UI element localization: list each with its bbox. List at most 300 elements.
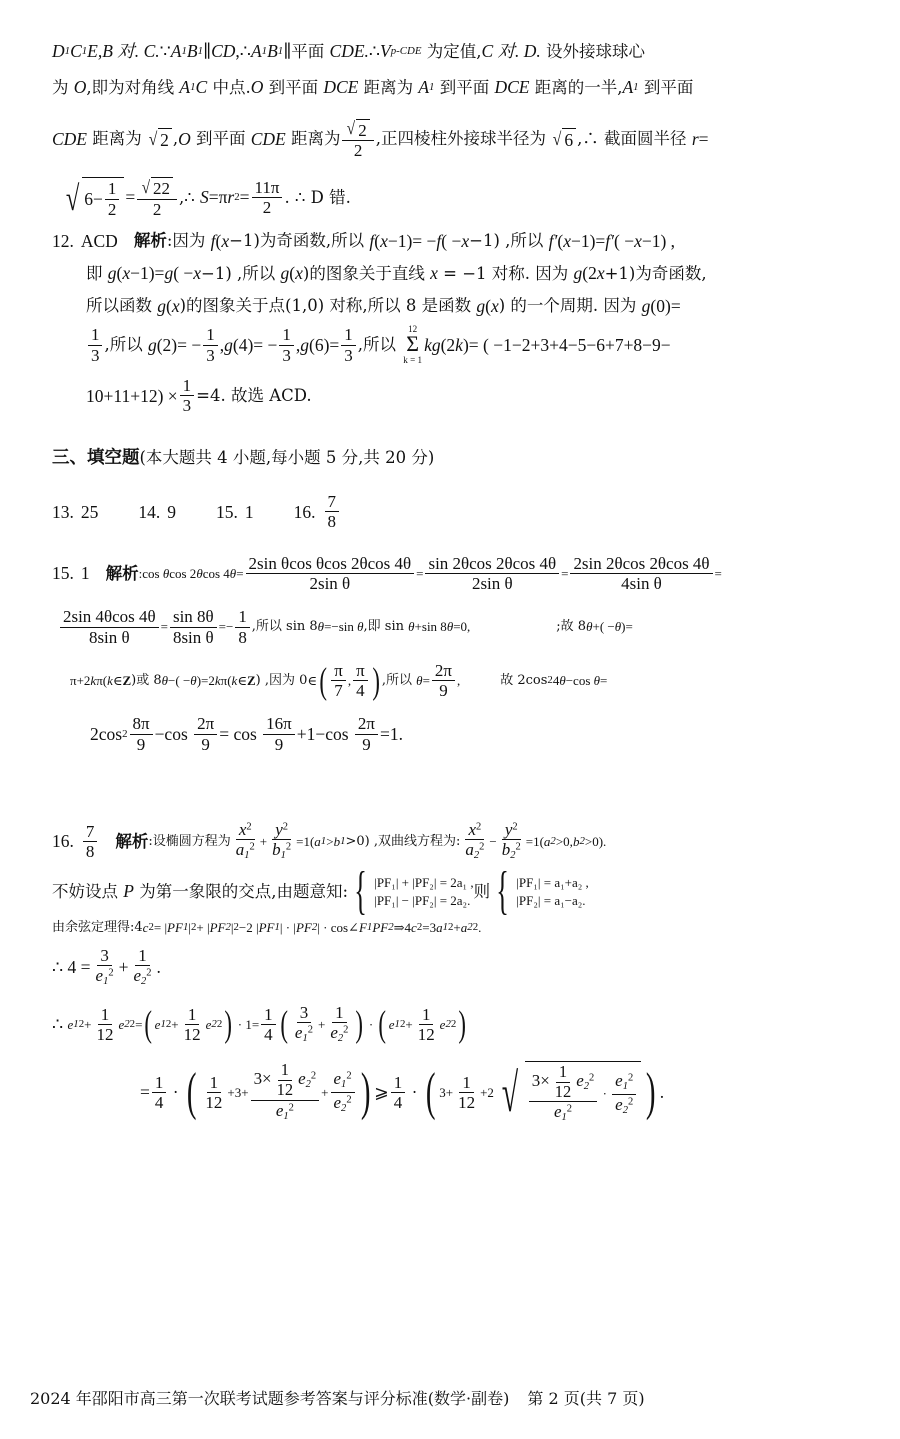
q16-l3-h: | [230,920,234,936]
radical-sign: √ [148,128,158,149]
q11-l2-b: O [73,77,87,98]
denominator: 4 [264,1024,273,1044]
q12-l1-o: ( [557,230,564,251]
fraction-1-3-d [341,326,355,364]
q15-eq-2: = [561,565,569,581]
numerator: 1 [391,1074,405,1093]
denominator [93,966,117,988]
q11-l3-k: ,正四棱柱外接球半径为 [375,129,552,149]
q16-l3-d: PF [167,920,183,936]
q11-l1-j: ,∴ [235,41,251,61]
q12-l5-a: 10+11+12) × [86,385,178,406]
denominator [273,1101,297,1123]
q16-number: 16. [52,831,74,852]
numerator: 3 [97,947,111,966]
equation-system-1 [348,862,474,921]
q15-l3-f: Z [122,672,132,688]
q16-l1-f: >0) ,双曲线方程为: [345,833,461,849]
q11-l1-b: C [70,41,82,61]
q12-l3-a: 所以函数 [86,296,158,316]
exp: 2 [346,1094,352,1106]
q16-p3-plus: + [405,1016,413,1032]
q16-l1-c-sub: 1 [320,834,327,847]
q11-l1-r: p-CDE [390,44,422,57]
q12-l1-f: f [369,230,375,251]
idx: 1 [394,1017,400,1030]
denominator: 3 [182,396,192,416]
idx: 2 [341,1102,347,1114]
q12-answer: ACD [80,230,118,251]
q15-analysis-label: 解析 [105,563,139,583]
q12-l4-k: , [295,334,301,355]
numerator: 8π [130,715,153,734]
idx: 1 [341,1079,347,1091]
q15-cos-exponent: 2 [547,673,553,686]
denominator: 8 [327,512,336,532]
numerator: 1 [105,180,119,199]
denominator: 9 [136,734,146,754]
q15-l4-c: = cos [219,724,262,745]
q15-l3-z2: θ [559,672,566,688]
q15-l3-t: ,所以 [381,672,417,688]
fraction-big-2 [529,1061,598,1124]
exp: 2 [627,1096,634,1108]
numerator: 2π [355,715,378,734]
numerator: 1 [278,1062,292,1081]
q12-analysis-label: 解析 [133,231,167,251]
var-x: x [238,820,247,840]
denominator: 12 [96,1024,114,1044]
answer-16-fraction [325,493,339,531]
idx: 1 [280,850,286,862]
q12-l4-b: g [147,334,157,355]
q11-l2-k: A [418,77,430,98]
idx: 2 [305,1079,311,1091]
numerator: 2π [432,662,455,681]
fraction-1-over-e2squared [130,947,154,988]
q15-l3-u: θ [416,672,423,688]
radical-sign: √ [141,176,151,197]
q12-l1-m: −1) ,所以 [469,231,549,251]
open-paren-3: ( [378,1003,387,1045]
q16-l3-l: PF [295,920,312,936]
system-rows [515,876,588,907]
q15-eq-3: = [714,565,722,581]
exp: 2 [129,1017,136,1030]
exp: 2 [589,1072,595,1084]
denominator: 12 [458,1093,476,1113]
q12-l1-j: f [436,230,442,251]
q11-l4-a: 6− [84,188,103,209]
q15-line-3 [70,659,872,701]
q15-l3-z3: −cos [565,672,594,688]
numerator: 1 [203,326,217,345]
fraction-2pi-9-b [194,715,217,753]
exp: 2 [448,921,454,934]
section-3-heading [52,449,872,467]
q12-l2-j: g [280,263,290,284]
fraction-1-4-c [391,1074,405,1112]
q11-l1-k-sub: 1 [261,44,268,57]
q12-l2-m: )的图象关于直线 [302,263,431,283]
q11-l2-c: ,即为对角线 [86,77,180,97]
q11-l3-o: = [698,128,709,149]
answer-14-value: 9 [167,501,176,522]
numerator: 2π [194,715,217,734]
q15-l3-j: θ [190,672,197,688]
q12-l3-b: g [157,295,166,316]
denominator: 2sin θ [309,573,351,593]
fraction-11pi-over-2 [252,179,283,217]
q11-l4-k: 2 [234,190,240,203]
q11-line-2 [52,78,872,96]
q16-l1-h: a [543,833,551,849]
question-11-continuation [52,42,872,218]
q15-line-2 [58,608,872,646]
q11-l2-g: O [250,77,264,98]
radical-sign: √ [347,117,356,138]
numerator: sin 2θcos 2θcos 4θ [425,555,559,574]
q16-l5-f: · 1= [234,1016,260,1032]
q16-analysis-label: 解析 [115,831,149,851]
q15-eq-1: = [416,565,424,581]
q11-l1-o: CDE. [329,41,369,61]
close-paren-5: ) [646,1063,656,1122]
q11-l3-h: 距离为 [285,129,341,149]
q12-line-1 [52,232,872,250]
q11-l2-k-sub: 1 [429,80,435,93]
left-brace-icon: { [496,862,509,921]
fraction-3-over-e1squared [93,947,117,988]
q15-l2-c: =−sin [324,619,358,635]
fraction-pi-7 [331,662,346,700]
q11-l1-t: C 对. [481,41,524,61]
question-12-solution [52,232,872,415]
q11-l2-o: A [622,77,634,98]
q11-l3-d: , [172,129,179,149]
q12-l4-c: (2)= − [156,334,202,355]
radicand [525,1061,642,1124]
q12-l2-c: ( [116,263,123,284]
q12-l4-a: ,所以 [104,335,148,355]
denominator: 8sin θ [88,627,130,647]
q16-l3-a: 由余弦定理得:4 [52,920,143,936]
q16-l1-k: >0). [584,833,607,849]
q12-l1-n: f′ [548,230,558,251]
numerator: π [353,662,368,681]
q16-l6-c: 3+ [439,1084,454,1100]
q16-line-5 [52,1004,872,1045]
var-a: a [235,840,245,860]
denominator: 2 [152,199,162,219]
q15-l3-o: ∈ [237,672,247,688]
q16-line-3 [52,921,872,935]
exp: 2 [472,921,479,934]
radical-sign: √ [552,128,562,149]
q16-then: 则 [473,882,491,902]
denominator [292,1023,316,1045]
q11-l1-m: ∥ [283,41,292,61]
numerator [251,1062,320,1101]
q16-l1-e: b [333,833,341,849]
exp: 2 [146,967,152,979]
q12-line-4 [86,325,872,365]
q16-line-4 [52,947,872,988]
q15-l3-v: = [422,672,430,688]
q11-l2-d-sub: 1 [190,80,196,93]
q12-l2-i: −1) ,所以 [201,263,281,283]
idx: 2 [445,1017,451,1030]
q16-l2-a: 不妨设点 [52,882,124,902]
fraction-1-4-b [152,1074,166,1112]
page-body [52,42,872,1136]
q16-line-2 [52,862,872,921]
sqrt-6 [552,128,576,149]
q16-l3-r: =3 [422,920,437,936]
q11-l2-j: 距离为 [358,77,419,97]
q12-l2-l: x [295,263,303,284]
numerator: 1 [88,326,102,345]
denominator: 9 [201,734,210,754]
q15-interval-comma: , [347,672,352,688]
fraction-big-1 [251,1062,320,1122]
q15-l2-a: ,所以 sin 8 [251,619,318,635]
numerator [529,1061,598,1103]
q15-l4-exponent: 2 [122,727,128,740]
denominator: 3 [282,345,291,365]
section-3-subtitle: (本大题共 4 小题,每小题 5 分,共 20 分) [139,448,435,468]
q15-l1-g: = [236,565,244,581]
q11-l1-v: 设外接球球心 [540,41,646,61]
numerator: 1 [279,326,293,345]
q11-l1-d: C. [143,41,160,61]
idx: 2 [211,1017,217,1030]
q16-l3-c: = | [153,920,168,936]
denominator: 8 [238,627,247,647]
q11-l2-d: A [179,77,191,98]
exp: 2 [476,821,482,833]
q16-l1-b: =1( [296,833,315,849]
fraction-e1sq-over-e2sq-b [612,1072,636,1116]
q11-l2-p: 到平面 [638,77,694,97]
q12-l4-u: )= ( −1−2+3+4−5−6+7+8−9− [462,334,671,355]
question-15-solution [52,555,872,753]
q16-l2-c: 为第一象限的交点,由题意知: [133,882,349,902]
numerator: 11π [252,179,283,198]
q15-l3-z4: θ [593,672,601,688]
q15-l3-z5: = [600,672,608,688]
q12-line-3 [86,297,872,315]
q11-l1-b-sub: 1 [81,44,88,57]
numerator: 1 [207,1074,221,1093]
q11-l4-g: ,∴ [178,187,200,207]
var-e: e [275,1100,284,1120]
exp: 2 [216,1017,223,1030]
exp: 2 [566,1104,573,1116]
denominator: 4sin θ [621,573,662,593]
q16-l3-k: | · | [279,920,296,936]
q16-l3-p: ⇒4 [393,920,412,936]
q16-p3-b: e [439,1016,446,1032]
q12-l1-u: −1) , [641,230,676,251]
q12-l2-q: (2 [582,263,597,284]
q11-l1-k: A [250,41,262,61]
q15-l3-m: π( [220,672,232,688]
system-2-row-2: |PF₂| = a₁−a₂. [516,892,586,908]
numerator [331,1070,355,1093]
q16-l5-e: = [135,1016,143,1032]
q11-l4-d: = [125,187,136,208]
q11-l3-n: r [691,128,699,149]
q11-l4-j: r [227,187,235,208]
q16-l3-o: PF [372,920,389,936]
q15-l3-p: Z [246,672,256,688]
q16-l3-g: PF [209,920,226,936]
system-rows [373,876,473,907]
q12-l4-t: k [455,334,463,355]
footer-exam-title: 2024 年邵阳市高三第一次联考试题参考答案与评分标准(数学·副卷) [30,1389,510,1408]
q11-l1-l-sub: 1 [277,44,284,57]
numerator [342,119,373,141]
q12-l1-r: f′ [605,230,614,251]
sqrt-22 [141,177,173,197]
fraction-sqrt22-over-2 [137,177,177,218]
var-y: y [504,820,513,840]
q16-sq-num-a: 3× [531,1071,550,1091]
system-1-row-1: |PF₁| + |PF₂| = 2a₁ , [374,875,474,891]
q12-l4-p: ,所以 [357,335,402,355]
numerator: 7 [325,493,339,512]
numerator [137,177,177,199]
radicand: 2 [356,119,369,139]
numerator: 1 [459,1074,473,1093]
numerator: 1 [180,377,194,396]
q15-line-1 [52,555,872,593]
inner-fraction-1-12-b [552,1061,574,1101]
denominator: 12 [417,1024,435,1044]
q15-l4-b: −cos [154,724,193,745]
idx: 2 [311,921,318,934]
q11-l1-q: V [380,41,391,61]
fraction-1-3-a [88,326,102,364]
q16-l1-h-sub: 2 [550,834,556,847]
q12-l2-s: +1)为奇函数, [604,263,707,283]
q12-l4-r: g [431,334,441,355]
q15-l3-y: 故 2cos [500,672,548,688]
q15-l2-m: θ [614,619,622,635]
var-e: e [333,1069,342,1089]
q15-l2-j: ;故 8 [556,619,587,635]
denominator [233,840,258,862]
q16-l3-j: PF [258,920,275,936]
exp: 2 [512,821,518,833]
q16-l4-b: . [156,957,161,978]
q16-l6-dot: · [168,1082,183,1103]
q11-line-3 [52,119,872,160]
q12-l4-m: (6)= [309,334,340,355]
exp: 2 [627,1072,634,1084]
fraction-1-12-b [181,1006,204,1044]
exp: 2 [165,1017,172,1030]
var-e: e [95,966,104,986]
q11-l1-f-sub: 1 [181,44,187,57]
q15-l2-h: θ [446,619,454,635]
q15-l2-d: θ [357,619,364,635]
var-e: e [615,1070,623,1090]
q12-l2-o: = −1 对称. 因为 [437,263,574,283]
q11-l2-l: 到平面 [434,77,495,97]
q15-l4-e: =1. [379,724,403,745]
q12-l2-d: x [122,263,131,284]
q15-l3-i: −( − [168,672,191,688]
exp: 2 [310,1071,317,1083]
denominator [551,1102,575,1124]
q15-number: 15. [52,563,74,584]
radicand: 22 [151,177,173,197]
idx: 1 [182,921,189,934]
fraction-x2-a2squared [462,821,487,862]
denominator: 3 [206,345,215,365]
q15-l1-c: cos 2 [169,565,197,581]
q16-l1-plus: + [259,833,268,849]
q16-l6-b: + [321,1084,329,1100]
q16-l4-a: ∴ 4 = [52,957,91,978]
q12-l1-b: f [210,230,216,251]
system-2-row-1: |PF₁| = a₁+a₂ , [516,875,589,891]
q11-l1-g-sub: 1 [197,44,204,57]
exp: 2 [285,841,292,853]
q11-l2-h: 到平面 [263,77,324,97]
close-paren-interval: ) [371,659,380,701]
q12-l2-k: ( [289,263,296,284]
close-paren-2: ) [355,1003,364,1045]
q11-l1-u: D. [523,41,541,61]
exp: 2 [343,1024,349,1036]
numerator: 1 [135,947,149,966]
numerator: 1 [556,1064,570,1083]
numerator [465,821,484,840]
q16-l1-i: >0, [555,833,573,849]
idx: 1 [302,1033,308,1045]
q12-l3-f: g [476,295,486,316]
answer-16-number: 16. [293,501,316,522]
idx: 2 [622,1104,628,1116]
system-1-row-2: |PF₁| − |PF₂| = 2a₂. [374,892,471,908]
q11-l1-l: B [267,41,278,61]
q11-l1-g: B [186,41,198,61]
numerator: 2sin 4θcos 4θ [60,608,159,627]
q16-l3-s: a [436,920,443,936]
q16-l1-d: > [326,833,334,849]
summation-operator [403,325,422,365]
fraction-x2-a1squared [233,821,258,862]
fraction-1-e2sq [327,1004,351,1045]
q15-line-4 [90,715,872,753]
fraction-step-2 [425,555,559,593]
fraction-2pi-9-c [355,715,378,753]
q11-l1-a-sub: 1 [64,44,71,57]
q16-p2-plus: + [317,1016,326,1032]
q16-l3-q: c [411,920,417,936]
radical-sign: √ [501,1063,519,1124]
q15-l2-l: +( − [592,619,615,635]
numerator: 16π [263,715,295,734]
q12-l3-h: x [490,295,499,316]
q16-l3-t: + [453,920,461,936]
denominator: 12 [554,1081,572,1101]
radicand: 6 [562,128,576,149]
q11-l2-i: DCE [323,77,359,98]
